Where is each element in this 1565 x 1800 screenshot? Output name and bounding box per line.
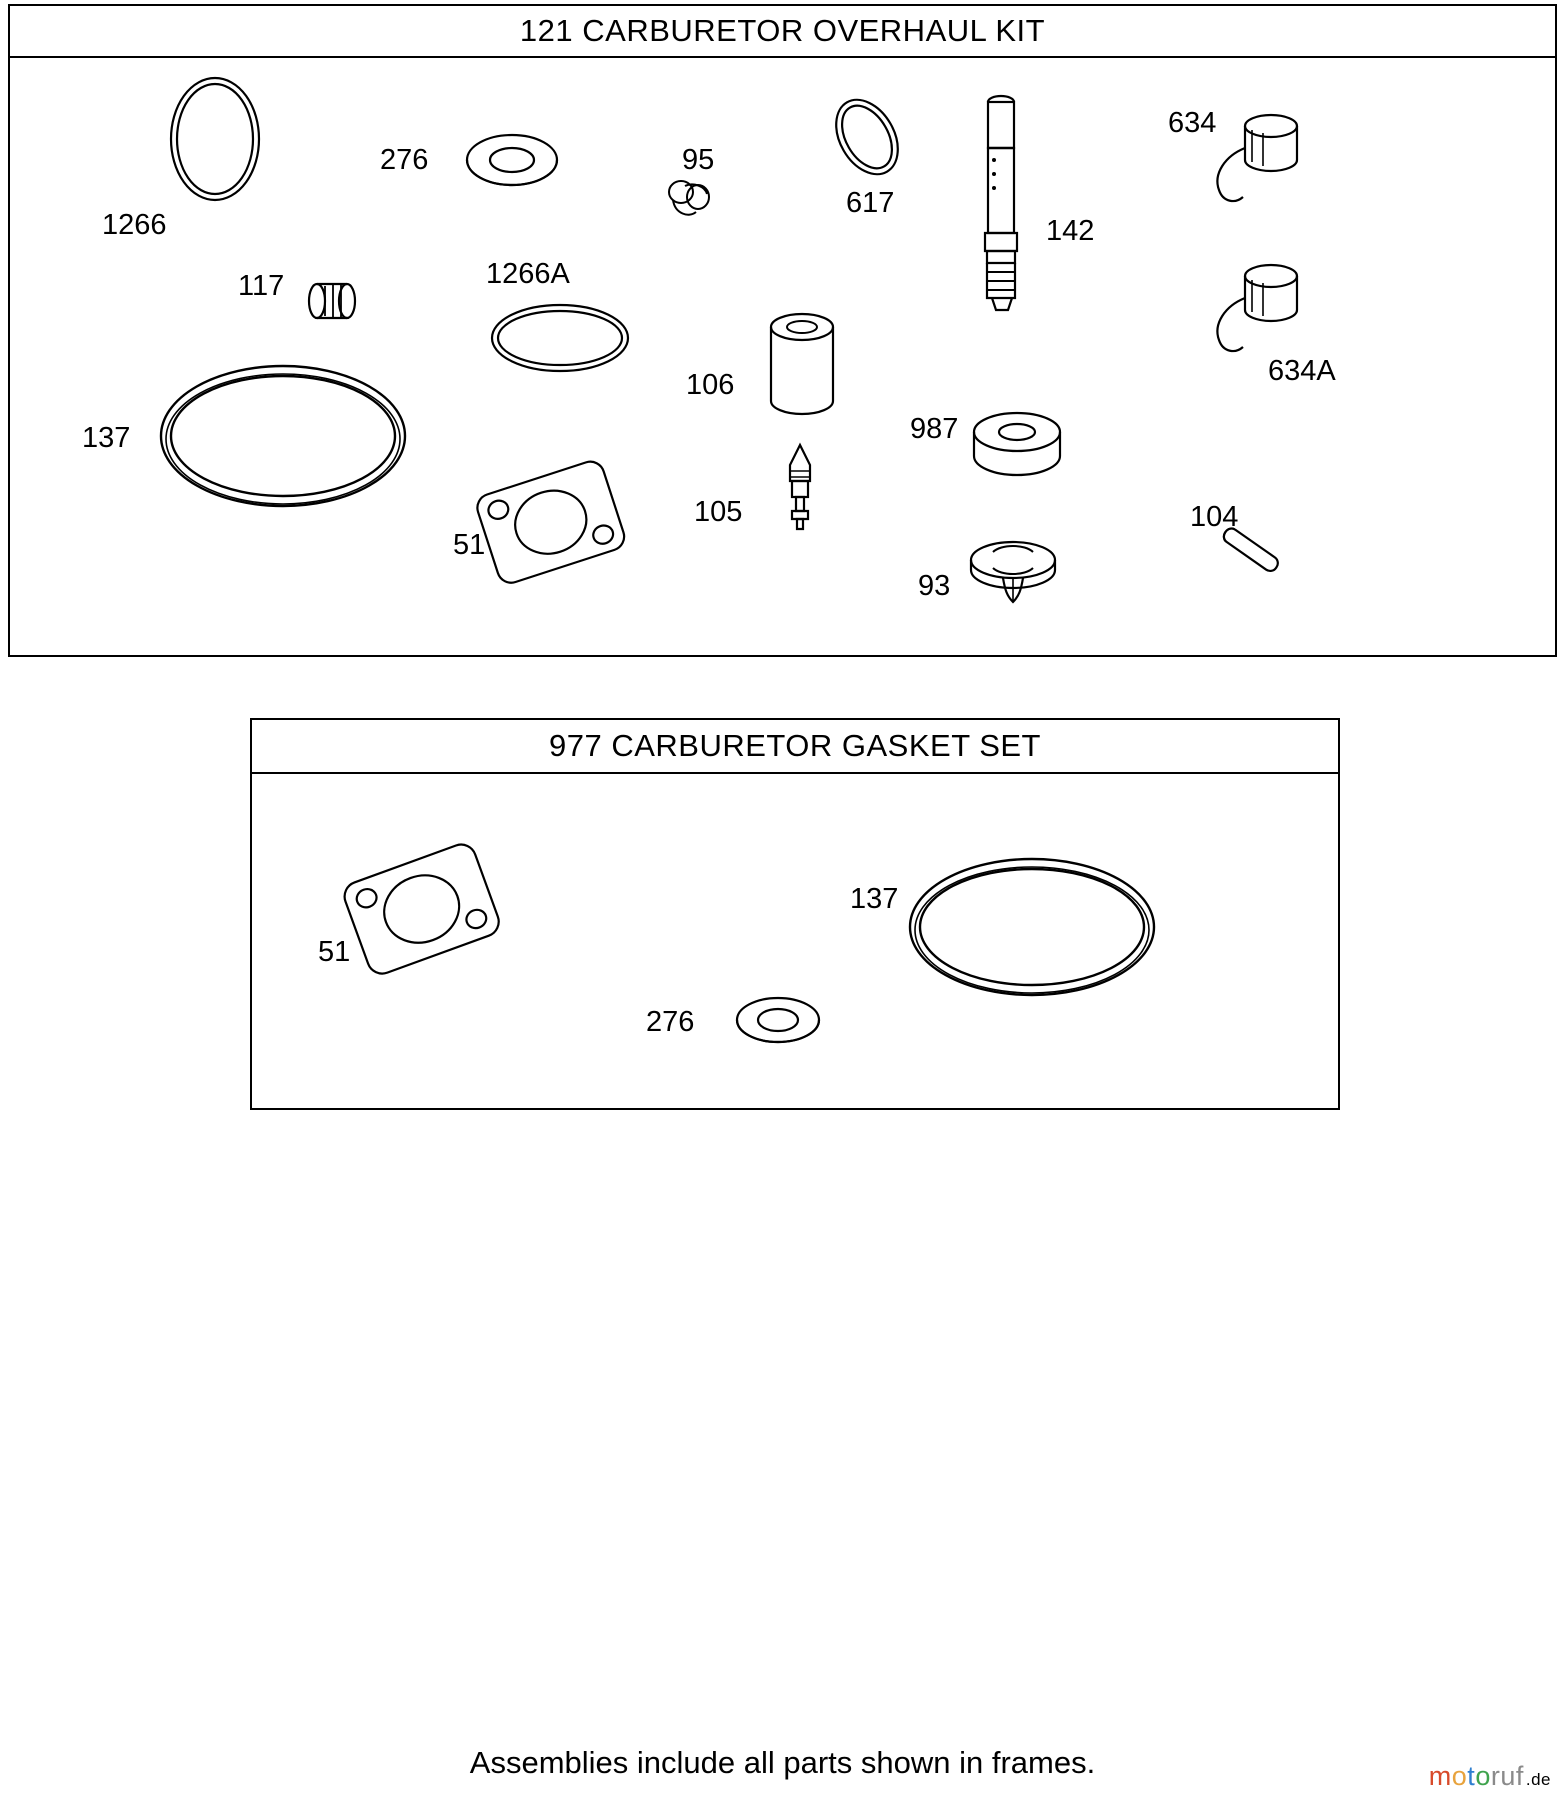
part-bowl-gasket-ring <box>907 855 1157 1000</box>
part-o-ring-small-oval <box>822 92 912 182</box>
gasket-set-frame <box>250 718 1340 1110</box>
part-washer-gasket <box>465 132 560 188</box>
gasket-set-title: 977 CARBURETOR GASKET SET <box>252 720 1338 774</box>
part-spring-clip-lower <box>1205 254 1315 369</box>
part-needle-valve <box>770 441 830 541</box>
part-mounting-gasket <box>472 446 632 606</box>
callout-105: 105 <box>694 496 743 528</box>
callout-51: 51 <box>318 936 351 968</box>
part-o-ring-large-oval <box>165 74 265 204</box>
watermark <box>1429 1761 1551 1792</box>
callout-142: 142 <box>1046 215 1095 247</box>
callout-95: 95 <box>682 144 715 176</box>
callout-1266A: 1266A <box>486 258 570 290</box>
part-seal-ring-thick <box>970 410 1065 485</box>
part-washer-gasket <box>735 994 821 1046</box>
part-mounting-gasket <box>337 825 507 995</box>
callout-276: 276 <box>646 1006 695 1038</box>
callout-137: 137 <box>82 422 131 454</box>
callout-617: 617 <box>846 187 895 219</box>
callout-117: 117 <box>238 270 285 302</box>
callout-634: 634 <box>1168 107 1217 139</box>
part-o-ring-oval-medium <box>488 298 633 378</box>
overhaul-kit-frame <box>8 4 1557 657</box>
part-nozzle-cap <box>967 538 1062 618</box>
part-bowl-gasket-ring <box>158 361 408 511</box>
callout-51: 51 <box>453 529 486 561</box>
part-emulsion-tube <box>972 98 1042 328</box>
callout-104: 104 <box>1190 501 1239 533</box>
callout-634A: 634A <box>1268 355 1336 387</box>
callout-93: 93 <box>918 570 951 602</box>
watermark-text: motoruf <box>1428 1761 1524 1791</box>
part-float-bowl-cylinder <box>767 311 837 419</box>
footer-note: Assemblies include all parts shown in frames. <box>469 1745 1096 1780</box>
callout-137: 137 <box>850 883 899 915</box>
callout-276: 276 <box>380 144 429 176</box>
part-small-clip <box>665 176 720 224</box>
overhaul-kit-title: 121 CARBURETOR OVERHAUL KIT <box>10 6 1555 58</box>
part-spring-clip-upper <box>1205 104 1315 219</box>
watermark-suffix: .de <box>1525 1770 1551 1789</box>
callout-987: 987 <box>910 413 959 445</box>
callout-1266: 1266 <box>102 209 167 241</box>
part-spring-small <box>303 274 373 329</box>
callout-106: 106 <box>686 369 735 401</box>
